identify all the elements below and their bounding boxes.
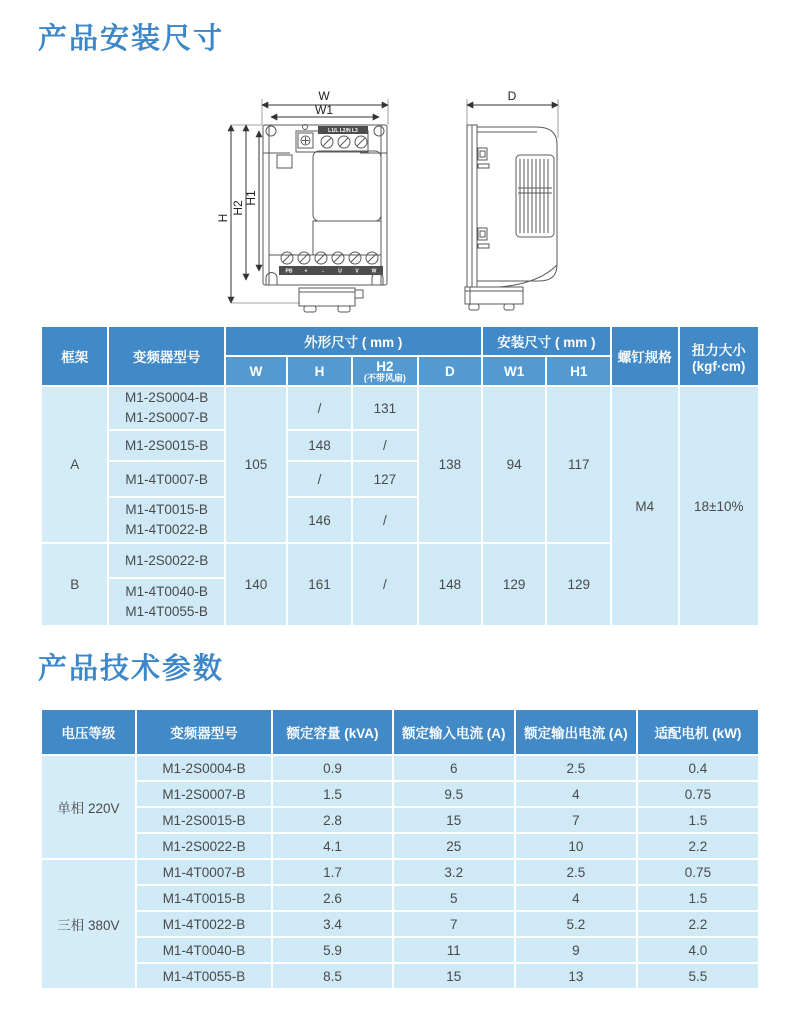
cell-motor-kw: 0.4 (637, 755, 759, 781)
cell-voltage-220: 单相 220V (41, 755, 136, 859)
cell-output-current: 4 (515, 781, 637, 807)
cell-h1-b: 129 (546, 543, 611, 626)
cell-model: M1-2S0004-B (136, 755, 272, 781)
cell-model: M1-4T0007-B (136, 859, 272, 885)
cell-h2-a1: 131 (352, 386, 418, 430)
cell-models-a4: M1-4T0015-B M1-4T0022-B (108, 497, 224, 543)
cell-motor-kw: 0.75 (637, 781, 759, 807)
torque-header-line2: (kgf·cm) (692, 358, 746, 374)
cell-output-current: 7 (515, 807, 637, 833)
cell-input-current: 9.5 (393, 781, 515, 807)
dim-label-h: H (216, 213, 230, 223)
cell-model: M1-4T0022-B (136, 911, 272, 937)
cell-output-current: 2.5 (515, 859, 637, 885)
cell-h2-b: / (352, 543, 418, 626)
col-header-model: 变频器型号 (108, 326, 224, 386)
cell-kva: 1.7 (272, 859, 393, 885)
cell-kva: 2.8 (272, 807, 393, 833)
spec-section-title: 产品技术参数 (38, 653, 225, 685)
h2-note: (不带风扇) (363, 372, 406, 383)
cell-models-a1: M1-2S0004-B M1-2S0007-B (108, 386, 224, 430)
cell-motor-kw: 1.5 (637, 807, 759, 833)
torque-header-line1: 扭力大小 (691, 342, 746, 358)
cell-motor-kw: 0.75 (637, 859, 759, 885)
cell-frame-a: A (41, 386, 108, 543)
cell-output-current: 10 (515, 833, 637, 859)
cell-models-b1: M1-2S0022-B (108, 543, 224, 578)
col-header-h2 (352, 356, 418, 386)
col-header-output-current: 额定输出电流 (A) (515, 709, 637, 755)
cell-input-current: 7 (393, 911, 515, 937)
col-header-h1: H1 (546, 356, 611, 386)
cell-output-current: 9 (515, 937, 637, 963)
cell-input-current: 6 (393, 755, 515, 781)
cell-input-current: 3.2 (393, 859, 515, 885)
cell-h2-a4: / (352, 497, 418, 543)
cell-motor-kw: 2.2 (637, 911, 759, 937)
cell-kva: 2.6 (272, 885, 393, 911)
cell-model: M1-4T0040-B (136, 937, 272, 963)
cell-model: M1-2S0007-B (136, 781, 272, 807)
cell-kva: 0.9 (272, 755, 393, 781)
col-header-model2: 变频器型号 (136, 709, 272, 755)
cell-kva: 1.5 (272, 781, 393, 807)
bottom-terminal-u: U (338, 268, 342, 275)
col-header-outer-dims: 外形尺寸 ( mm ) (225, 326, 482, 356)
cell-w-b: 140 (225, 543, 287, 626)
cell-screw-value: M4 (611, 386, 678, 626)
cell-w1-b: 129 (482, 543, 547, 626)
cell-models-b2: M1-4T0040-B M1-4T0055-B (108, 578, 224, 626)
cell-motor-kw: 5.5 (637, 963, 759, 989)
dim-label-d: D (507, 89, 517, 103)
h2-label: H2 (376, 358, 394, 374)
col-header-motor-kw: 适配电机 (kW) (637, 709, 759, 755)
cell-output-current: 13 (515, 963, 637, 989)
cell-d-a: 138 (418, 386, 482, 543)
bottom-terminal-pb: PB (285, 268, 293, 275)
col-header-w: W (225, 356, 287, 386)
cell-input-current: 5 (393, 885, 515, 911)
cell-voltage-380: 三相 380V (41, 859, 136, 989)
dim-label-h1: H1 (244, 190, 258, 206)
cell-output-current: 2.5 (515, 755, 637, 781)
cell-model: M1-4T0015-B (136, 885, 272, 911)
top-terminal-label: L1/L L2/N L3 (328, 127, 358, 134)
col-header-input-current: 额定输入电流 (A) (393, 709, 515, 755)
dimension-table (40, 325, 760, 627)
cell-model: M1-4T0055-B (136, 963, 272, 989)
side-view (465, 89, 558, 310)
side-body-outline (477, 127, 557, 281)
bottom-terminal-minus: - (322, 268, 324, 275)
cell-torque-value: 18±10% (679, 386, 760, 626)
cell-model: M1-2S0015-B (136, 807, 272, 833)
cell-input-current: 15 (393, 963, 515, 989)
dim-label-h2: H2 (231, 200, 245, 216)
col-header-h: H (287, 356, 352, 386)
cell-d-b: 148 (418, 543, 482, 626)
cell-h-a3: / (287, 461, 352, 497)
cell-input-current: 11 (393, 937, 515, 963)
col-header-w1: W1 (482, 356, 547, 386)
cell-models-a2: M1-2S0015-B (108, 430, 224, 461)
installation-drawing (0, 80, 800, 320)
cell-kva: 4.1 (272, 833, 393, 859)
cell-model: M1-2S0022-B (136, 833, 272, 859)
bottom-terminal-w: W (371, 268, 377, 275)
dim-label-w1: W1 (315, 103, 333, 117)
cell-motor-kw: 4.0 (637, 937, 759, 963)
col-header-frame: 框架 (41, 326, 108, 386)
col-header-d: D (418, 356, 482, 386)
col-header-voltage: 电压等级 (41, 709, 136, 755)
col-header-screw: 螺钉规格 (611, 326, 678, 386)
col-header-mount-dims: 安装尺寸 ( mm ) (482, 326, 611, 356)
cell-h-a1: / (287, 386, 352, 430)
cell-h1-a: 117 (546, 386, 611, 543)
col-header-kva: 额定容量 (kVA) (272, 709, 393, 755)
cell-w1-a: 94 (482, 386, 547, 543)
cell-h-a2: 148 (287, 430, 352, 461)
cell-motor-kw: 2.2 (637, 833, 759, 859)
cell-h-a4: 146 (287, 497, 352, 543)
cell-frame-b: B (41, 543, 108, 626)
cell-input-current: 25 (393, 833, 515, 859)
cell-input-current: 15 (393, 807, 515, 833)
cell-kva: 5.9 (272, 937, 393, 963)
cell-output-current: 5.2 (515, 911, 637, 937)
bottom-terminal-v: V (355, 268, 359, 275)
cell-motor-kw: 1.5 (637, 885, 759, 911)
cell-output-current: 4 (515, 885, 637, 911)
cell-kva: 3.4 (272, 911, 393, 937)
dim-label-w: W (318, 89, 330, 103)
cell-w-a: 105 (225, 386, 287, 543)
install-section-title: 产品安装尺寸 (38, 23, 225, 55)
col-header-torque (679, 326, 760, 386)
cell-h2-a3: 127 (352, 461, 418, 497)
front-view (216, 89, 388, 312)
cell-h2-a2: / (352, 430, 418, 461)
fan-housing-front (299, 288, 363, 312)
cell-models-a3: M1-4T0007-B (108, 461, 224, 497)
spec-table (40, 708, 760, 990)
bottom-terminal-plus: + (304, 268, 308, 275)
cell-kva: 8.5 (272, 963, 393, 989)
cell-h-b: 161 (287, 543, 352, 626)
